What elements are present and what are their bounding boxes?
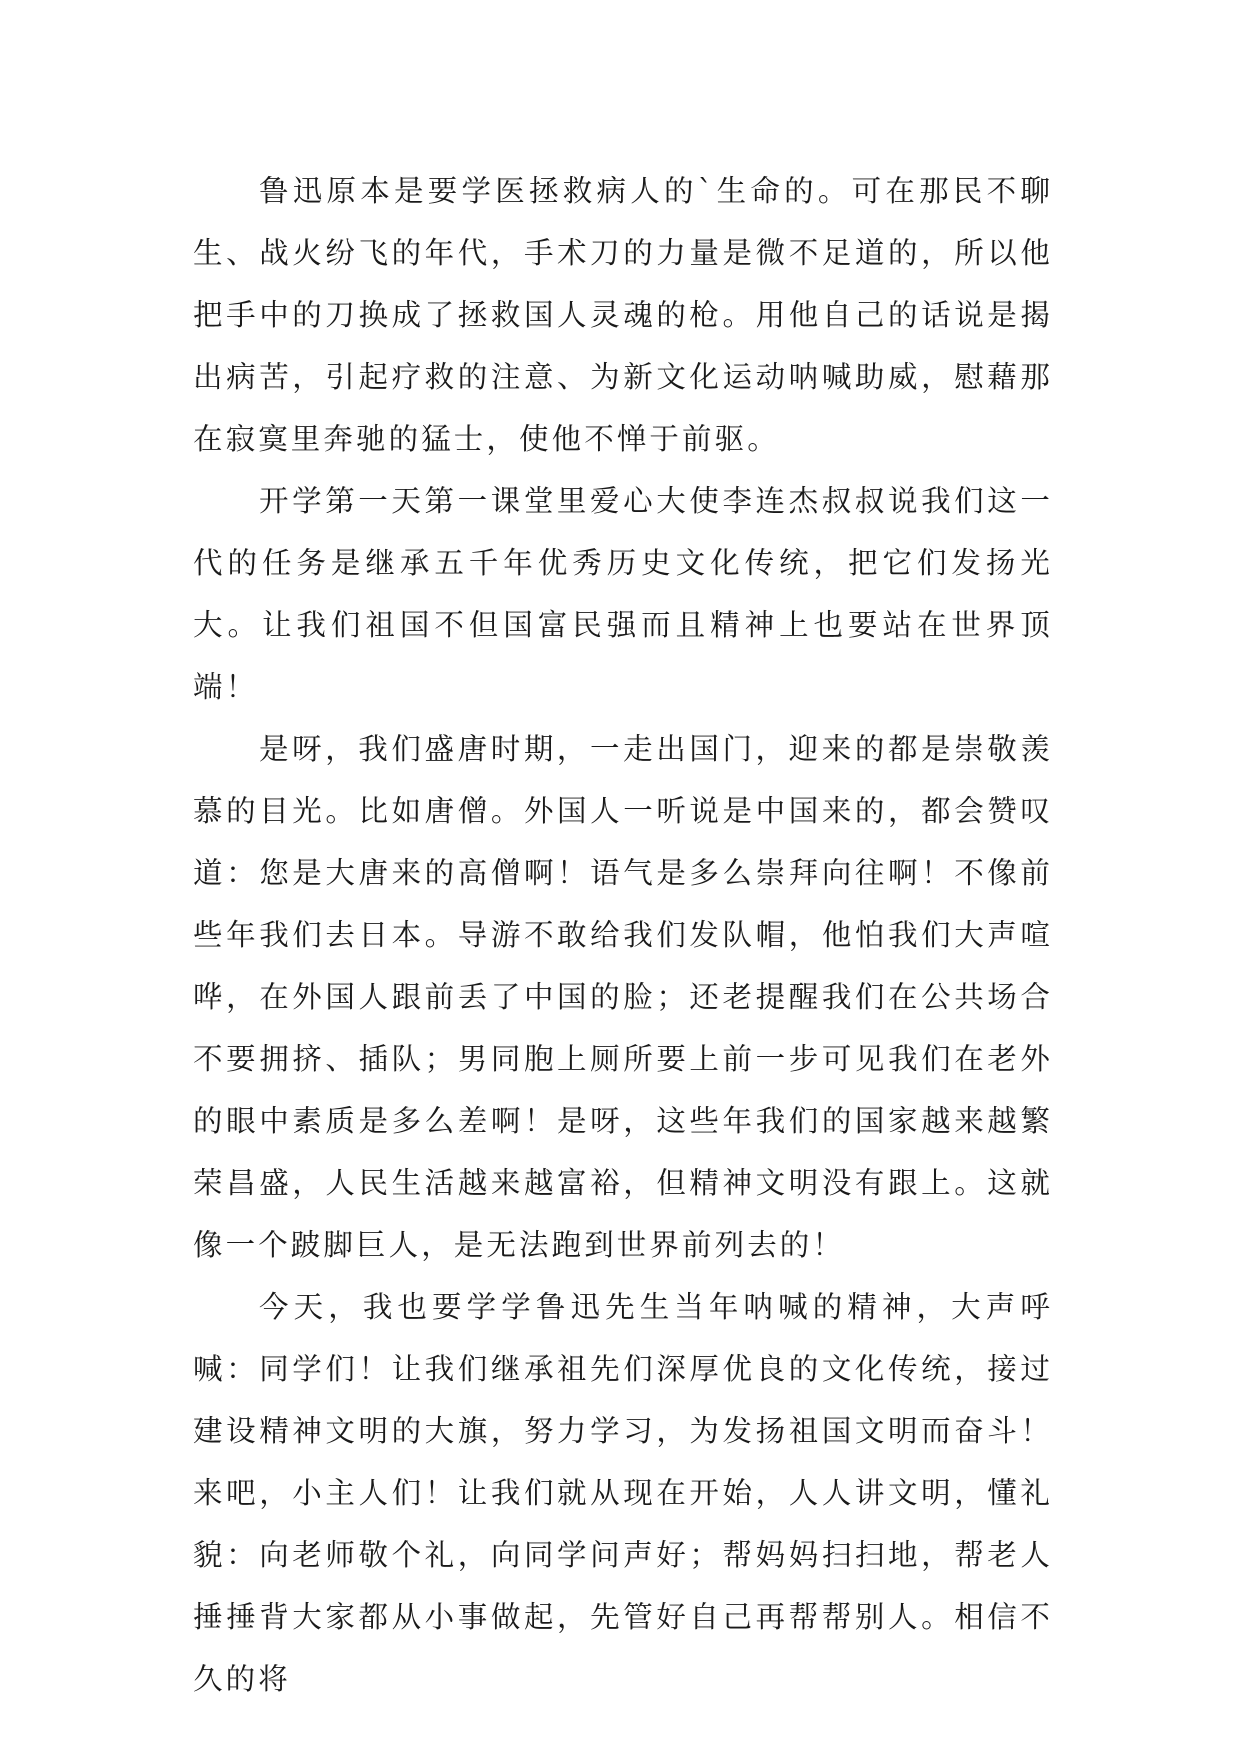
document-body — [193, 160, 1053, 1710]
paragraph-first-lesson: 开学第一天第一课堂里爱心大使李连杰叔叔说我们这一代的任务是继承五千年优秀历史文化传统，把它们发扬光大。让我们祖国不但国富民强而且精神上也要站在世界顶端！ — [193, 484, 1053, 704]
paragraph-tang-dynasty: 是呀，我们盛唐时期，一走出国门，迎来的都是崇敬羡慕的目光。比如唐僧。外国人一听说是中国来的，都会赞叹道：您是大唐来的高僧啊！语气是多么崇拜向往啊！不像前些年我们去日本。导游不敢给我们发队帽，他怕我们大声喧哗，在外国人跟前丢了中国的脸；还老提醒我们在公共场合不要拥挤、插队；男同胞上厕所要上前一步可见我们在老外的眼中素质是多么差啊！是呀，这些年我们的国家越来越繁荣昌盛，人民生活越来越富裕，但精神文明没有跟上。这就像一个跛脚巨人，是无法跑到世界前列去的！ — [193, 732, 1053, 1262]
paragraph-call-to-action: 今天，我也要学学鲁迅先生当年呐喊的精神，大声呼喊：同学们！让我们继承祖先们深厚优良的文化传统，接过建设精神文明的大旗，努力学习，为发扬祖国文明而奋斗！来吧，小主人们！让我们就从现在开始，人人讲文明，懂礼貌：向老师敬个礼，向同学问声好；帮妈妈扫扫地，帮老人捶捶背大家都从小事做起，先管好自己再帮帮别人。相信不久的将 — [193, 1290, 1053, 1696]
paragraph-luxun: 鲁迅原本是要学医拯救病人的`生命的。可在那民不聊生、战火纷飞的年代，手术刀的力量是微不足道的，所以他把手中的刀换成了拯救国人灵魂的枪。用他自己的话说是揭出病苦，引起疗救的注意、为新文化运动呐喊助威，慰藉那在寂寞里奔驰的猛士，使他不惮于前驱。 — [193, 174, 1053, 456]
